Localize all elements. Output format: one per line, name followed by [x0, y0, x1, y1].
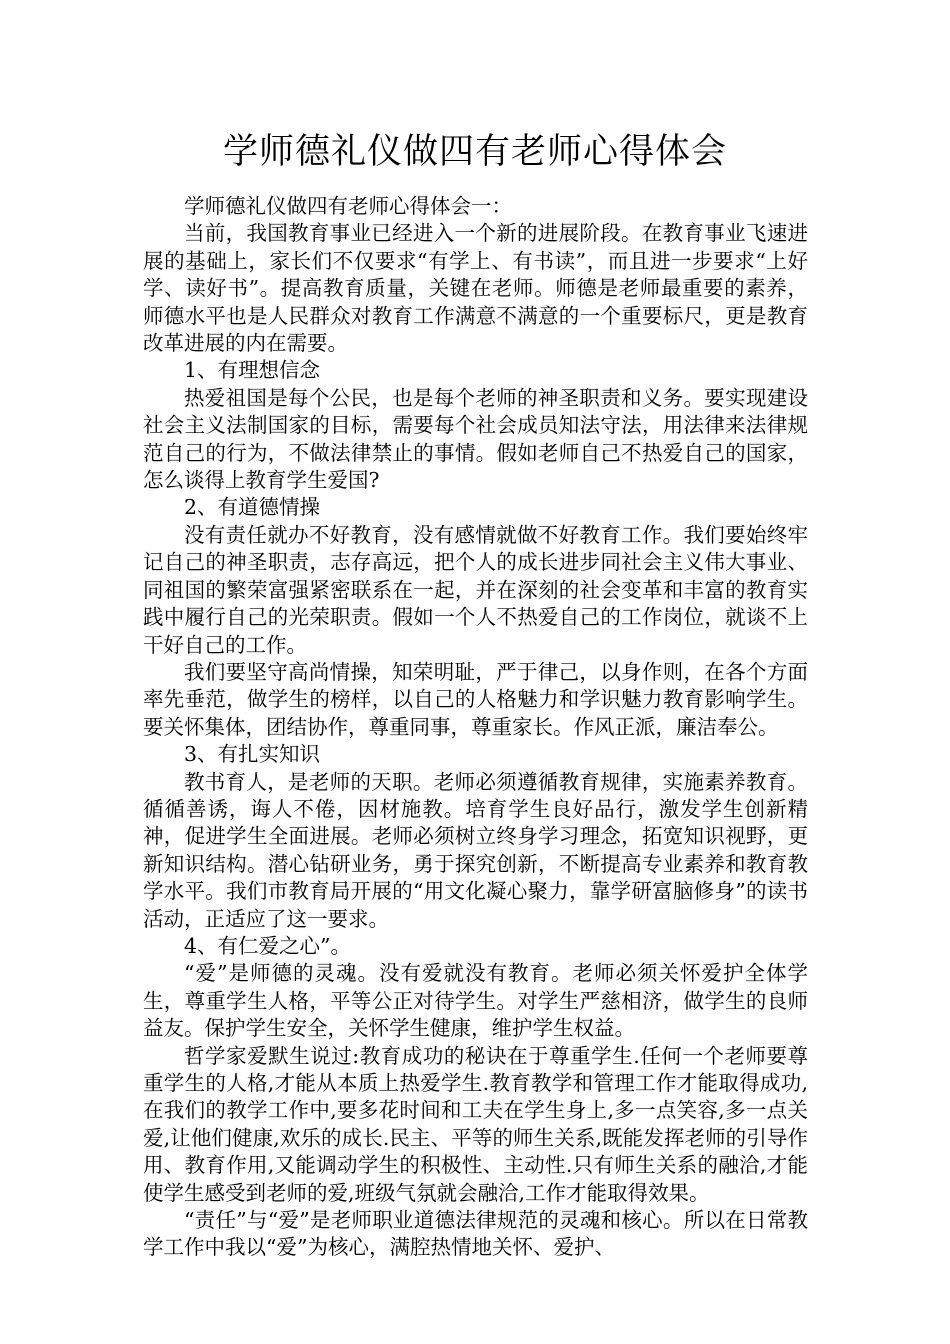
document-title: 学师德礼仪做四有老师心得体会 — [222, 132, 727, 172]
paragraph-intro: 学师德礼仪做四有老师心得体会一： — [184, 194, 512, 218]
paragraph: 教书育人，是老师的天职。老师必须遵循教育规律，实施素养教育。循循善诱，诲人不倦，因材施教。培育学生良好品行，激发学生创新精神，促进学生全面进展。老师必须树立终身学习理念，拓宽知识视野，更新知识结构。潜心钻研业务，勇于探究创新，不断提高专业素养和教育教学水平。我们市教育局开展的“用文化凝心聚力，靠学研富脑修身”的读书活动，正适应了这一要求。 — [143, 769, 808, 931]
paragraph: “责任”与“爱”是老师职业道德法律规范的灵魂和核心。所以在日常教学工作中我以“爱”为核心，满腔热情地关怀、爱护、 — [143, 1208, 808, 1260]
paragraph: 没有责任就办不好教育，没有感情就做不好教育工作。我们要始终牢记自己的神圣职责，志存高远，把个人的成长进步同社会主义伟大事业、同祖国的繁荣富强紧密联系在一起，并在深刻的社会变革和丰富的教育实践中履行自己的光荣职责。假如一个人不热爱自己的工作岗位，就谈不上干好自己的工作。 — [143, 522, 808, 657]
section-heading: 3、有扎实知识 — [184, 742, 321, 767]
paragraph: 热爱祖国是每个公民，也是每个老师的神圣职责和义务。要实现建设社会主义法制国家的目标，需要每个社会成员知法守法，用法律来法律规范自己的行为，不做法律禁止的事情。假如老师自己不热爱自己的国家，怎么谈得上教育学生爱国? — [143, 385, 808, 493]
section-heading: 1、有理想信念 — [184, 358, 321, 383]
paragraph: 哲学家爱默生说过:教育成功的秘诀在于尊重学生.任何一个老师要尊重学生的人格,才能从本质上热爱学生.教育教学和管理工作才能取得成功,在我们的教学工作中,要多花时间和工夫在学生身上,多一点笑容,多一点关爱,让他们健康,欢乐的成长.民主、平等的师生关系,既能发挥老师的引导作用、教育作用,又能调动学生的积极性、主动性.只有师生关系的融洽,才能使学生感受到老师的爱,班级气氛就会融洽,工作才能取得效果。 — [143, 1043, 808, 1205]
document-body — [143, 193, 808, 1262]
section-heading: 2、有道德情操 — [184, 495, 321, 520]
section-heading: 4、有仁爱之心”。 — [184, 933, 352, 958]
paragraph: 我们要坚守高尚情操，知荣明耻，严于律己，以身作则，在各个方面率先垂范，做学生的榜样，以自己的人格魅力和学识魅力教育影响学生。要关怀集体，团结协作，尊重同事，尊重家长。作风正派，廉洁奉公。 — [143, 659, 808, 739]
paragraph: 当前，我国教育事业已经进入一个新的进展阶段。在教育事业飞速进展的基础上，家长们不仅要求“有学上、有书读”，而且进一步要求“上好学、读好书”。提高教育质量，关键在老师。师德是老师最重要的素养，师德水平也是人民群众对教育工作满意不满意的一个重要标尺，更是教育改革进展的内在需要。 — [143, 221, 808, 356]
paragraph: “爱”是师德的灵魂。没有爱就没有教育。老师必须关怀爱护全体学生，尊重学生人格，平等公正对待学生。对学生严慈相济，做学生的良师益友。保护学生安全，关怀学生健康，维护学生权益。 — [143, 961, 808, 1041]
